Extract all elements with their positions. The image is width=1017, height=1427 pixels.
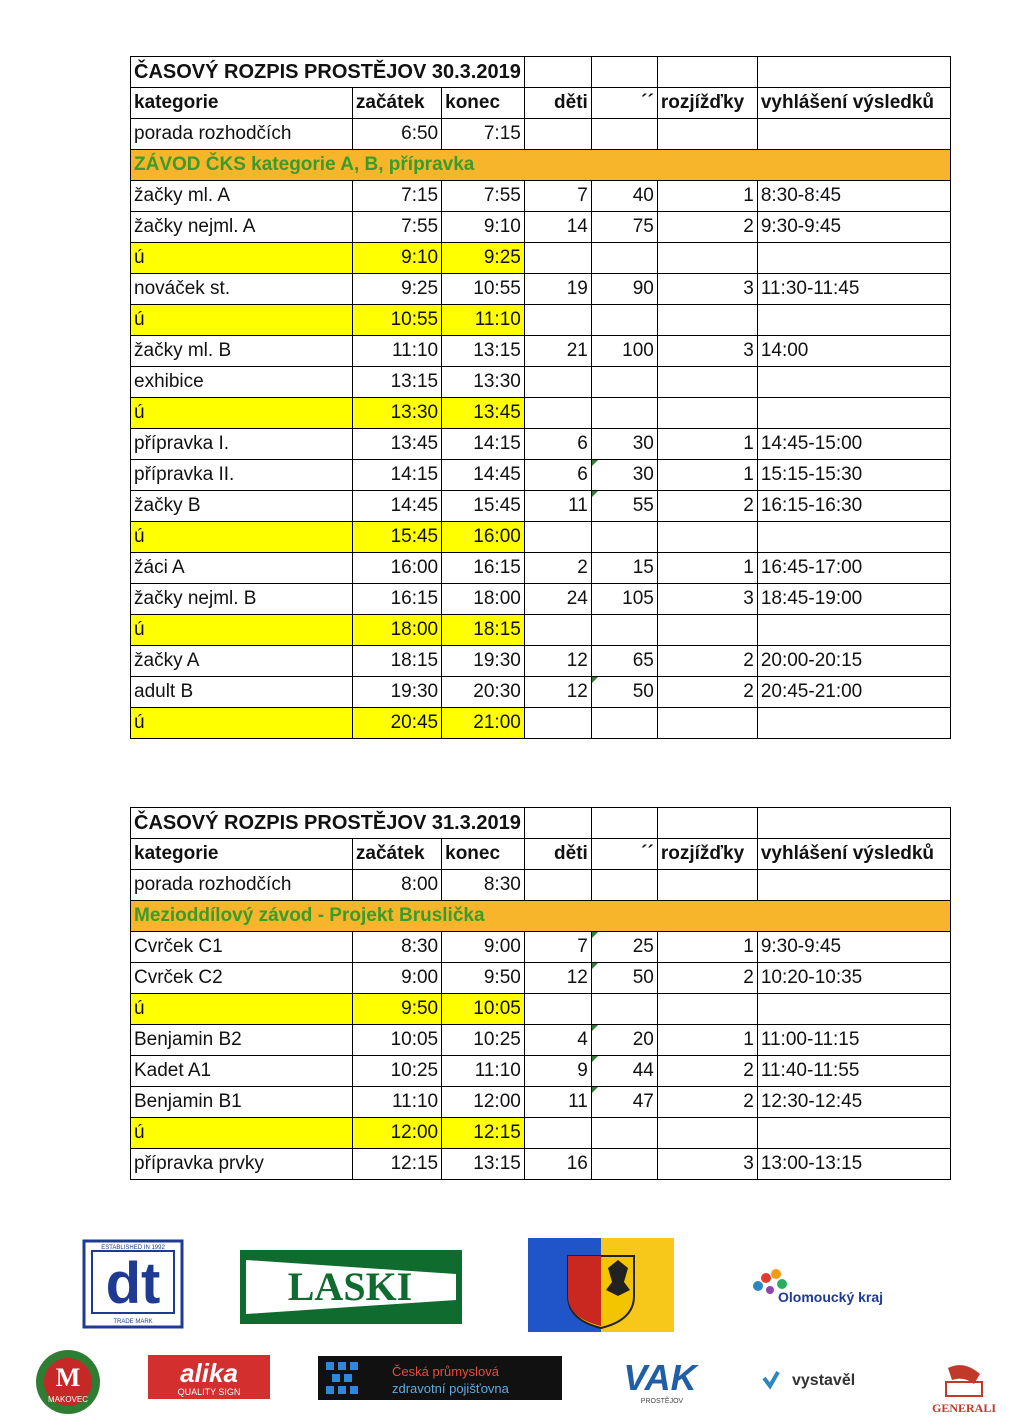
cell-category: porada rozhodčích <box>131 870 353 901</box>
cell-start: 16:00 <box>352 553 441 584</box>
cpzp-line1: Česká průmyslová <box>392 1364 499 1379</box>
break-row <box>131 994 951 1025</box>
table-row <box>131 963 951 994</box>
table-title-row <box>131 57 951 88</box>
cell-marks: 44 <box>591 1056 657 1087</box>
cell-marks: 50 <box>591 963 657 994</box>
cell-results: 18:45-19:00 <box>757 584 950 615</box>
cell-end: 14:45 <box>442 460 525 491</box>
cell-category: Benjamin B2 <box>131 1025 353 1056</box>
olomoucky-kraj-logo <box>738 1264 920 1308</box>
table-row <box>131 932 951 963</box>
cell-end: 16:15 <box>442 553 525 584</box>
cell-category: Kadet A1 <box>131 1056 353 1087</box>
cell-start: 6:50 <box>352 119 441 150</box>
cell-marks: 15 <box>591 553 657 584</box>
makovec-logo <box>22 1346 114 1418</box>
cell-end: 10:05 <box>442 994 525 1025</box>
cell-end: 14:15 <box>442 429 525 460</box>
break-row <box>131 398 951 429</box>
vak-logo-sub: PROSTĚJOV <box>640 1398 684 1405</box>
cell-results: 20:45-21:00 <box>757 677 950 708</box>
cell-marks: 30 <box>591 429 657 460</box>
cell-results: 14:00 <box>757 336 950 367</box>
table-row <box>131 367 951 398</box>
cell-marks: 100 <box>591 336 657 367</box>
cell-category: ú <box>131 708 353 739</box>
cell-start: 9:10 <box>352 243 441 274</box>
cell-start: 10:55 <box>352 305 441 336</box>
table-row <box>131 336 951 367</box>
cell-start: 20:45 <box>352 708 441 739</box>
cell-category: ú <box>131 994 353 1025</box>
cell-marks <box>591 1149 657 1180</box>
cell-children <box>524 367 591 398</box>
title-empty-cell <box>757 57 950 88</box>
cell-results: 14:45-15:00 <box>757 429 950 460</box>
cell-end: 18:15 <box>442 615 525 646</box>
cell-heats <box>657 398 757 429</box>
schedule-title: ČASOVÝ ROZPIS PROSTĚJOV 31.3.2019 <box>131 808 525 839</box>
cell-results: 16:45-17:00 <box>757 553 950 584</box>
alika-logo-sub: QUALITY SIGN <box>177 1387 241 1397</box>
cell-marks: 50 <box>591 677 657 708</box>
cell-children <box>524 522 591 553</box>
cell-results: 12:30-12:45 <box>757 1087 950 1118</box>
header-row <box>131 839 951 870</box>
dt-logo-bottom: TRADE MARK <box>113 1319 153 1325</box>
cell-results: 13:00-13:15 <box>757 1149 950 1180</box>
cell-children: 12 <box>524 646 591 677</box>
cell-end: 13:30 <box>442 367 525 398</box>
cell-marks: 30 <box>591 460 657 491</box>
cell-children <box>524 870 591 901</box>
cell-end: 11:10 <box>442 1056 525 1087</box>
break-row <box>131 243 951 274</box>
cell-marks <box>591 870 657 901</box>
cell-children <box>524 994 591 1025</box>
cell-marks <box>591 708 657 739</box>
table-row <box>131 1149 951 1180</box>
header-end: konec <box>442 839 525 870</box>
break-row <box>131 708 951 739</box>
schedule-table-day2 <box>130 807 951 1180</box>
cell-category: žačky nejml. B <box>131 584 353 615</box>
cell-heats: 2 <box>657 212 757 243</box>
cell-end: 21:00 <box>442 708 525 739</box>
cell-start: 14:45 <box>352 491 441 522</box>
cell-marks <box>591 994 657 1025</box>
makovec-logo-letter: M <box>55 1363 81 1392</box>
table-row <box>131 553 951 584</box>
header-marks: ´´ <box>591 839 657 870</box>
cell-category: ú <box>131 398 353 429</box>
vystavel-logo <box>758 1366 908 1396</box>
cell-category: Cvrček C2 <box>131 963 353 994</box>
vak-logo <box>612 1352 712 1406</box>
title-empty-cell <box>757 808 950 839</box>
cell-end: 9:10 <box>442 212 525 243</box>
cell-category: žáci A <box>131 553 353 584</box>
alika-logo <box>148 1355 270 1399</box>
cell-results: 11:40-11:55 <box>757 1056 950 1087</box>
cell-category: porada rozhodčích <box>131 119 353 150</box>
cell-heats: 3 <box>657 584 757 615</box>
generali-logo-text: GENERALI <box>931 1401 997 1415</box>
cell-end: 20:30 <box>442 677 525 708</box>
header-children: děti <box>524 839 591 870</box>
cell-children: 6 <box>524 429 591 460</box>
cell-heats <box>657 708 757 739</box>
cell-end: 12:00 <box>442 1087 525 1118</box>
cell-start: 11:10 <box>352 1087 441 1118</box>
cell-category: Benjamin B1 <box>131 1087 353 1118</box>
cell-children <box>524 243 591 274</box>
table-row <box>131 460 951 491</box>
cell-heats: 2 <box>657 1056 757 1087</box>
cell-start: 15:45 <box>352 522 441 553</box>
cell-end: 13:15 <box>442 336 525 367</box>
cell-category: žačky ml. A <box>131 181 353 212</box>
cell-children <box>524 119 591 150</box>
header-children: děti <box>524 88 591 119</box>
cell-end: 9:50 <box>442 963 525 994</box>
cell-heats <box>657 994 757 1025</box>
cell-results <box>757 398 950 429</box>
cell-start: 13:45 <box>352 429 441 460</box>
cell-heats: 1 <box>657 1025 757 1056</box>
cell-category: ú <box>131 1118 353 1149</box>
cell-marks: 40 <box>591 181 657 212</box>
cell-marks: 55 <box>591 491 657 522</box>
cell-category: exhibice <box>131 367 353 398</box>
cell-results: 10:20-10:35 <box>757 963 950 994</box>
cell-results <box>757 305 950 336</box>
cell-results <box>757 119 950 150</box>
cell-children: 16 <box>524 1149 591 1180</box>
cell-children: 19 <box>524 274 591 305</box>
cell-heats <box>657 305 757 336</box>
cell-start: 9:25 <box>352 274 441 305</box>
cell-end: 12:15 <box>442 1118 525 1149</box>
table-row <box>131 646 951 677</box>
cell-end: 16:00 <box>442 522 525 553</box>
cell-end: 7:55 <box>442 181 525 212</box>
cell-end: 9:25 <box>442 243 525 274</box>
dt-logo <box>80 1237 186 1331</box>
laski-logo <box>240 1250 462 1324</box>
cell-results <box>757 243 950 274</box>
cell-results <box>757 870 950 901</box>
header-results: vyhlášení výsledků <box>757 88 950 119</box>
cell-start: 10:25 <box>352 1056 441 1087</box>
table-row <box>131 584 951 615</box>
cell-heats: 2 <box>657 646 757 677</box>
title-empty-cell <box>524 57 591 88</box>
cell-children <box>524 305 591 336</box>
cell-children: 9 <box>524 1056 591 1087</box>
cell-heats: 3 <box>657 274 757 305</box>
category-label: ZÁVOD ČKS kategorie A, B, přípravka <box>131 150 951 181</box>
cell-children <box>524 398 591 429</box>
coat-of-arms-logo <box>528 1238 674 1332</box>
vak-logo-text: VAK <box>623 1357 697 1398</box>
cell-children <box>524 708 591 739</box>
cell-heats <box>657 615 757 646</box>
cell-start: 12:15 <box>352 1149 441 1180</box>
cell-marks: 47 <box>591 1087 657 1118</box>
cell-heats <box>657 1118 757 1149</box>
makovec-logo-text: MAKOVEC <box>47 1395 89 1404</box>
olomoucky-kraj-text: Olomoucký kraj <box>778 1289 884 1305</box>
cell-marks: 25 <box>591 932 657 963</box>
header-start: začátek <box>352 88 441 119</box>
cell-category: ú <box>131 615 353 646</box>
header-category: kategorie <box>131 839 353 870</box>
cell-category: žačky A <box>131 646 353 677</box>
cell-category: přípravka prvky <box>131 1149 353 1180</box>
title-empty-cell <box>591 808 657 839</box>
cell-results: 11:00-11:15 <box>757 1025 950 1056</box>
table-row <box>131 677 951 708</box>
cell-marks: 90 <box>591 274 657 305</box>
cell-end: 10:55 <box>442 274 525 305</box>
cell-marks <box>591 305 657 336</box>
header-end: konec <box>442 88 525 119</box>
cell-results <box>757 1118 950 1149</box>
cell-heats: 2 <box>657 677 757 708</box>
cell-results <box>757 708 950 739</box>
category-label: Mezioddílový závod - Projekt Bruslička <box>131 901 951 932</box>
table-row <box>131 181 951 212</box>
cell-category: žačky nejml. A <box>131 212 353 243</box>
title-empty-cell <box>657 57 757 88</box>
cell-category: žačky ml. B <box>131 336 353 367</box>
cell-end: 19:30 <box>442 646 525 677</box>
cell-children: 6 <box>524 460 591 491</box>
generali-logo <box>928 1360 1000 1416</box>
title-empty-cell <box>591 57 657 88</box>
category-row <box>131 150 951 181</box>
cell-children: 11 <box>524 491 591 522</box>
dt-logo-top: ESTABLISHED IN 1992 <box>101 1245 165 1251</box>
break-row <box>131 615 951 646</box>
header-heats: rozjížďky <box>657 839 757 870</box>
title-empty-cell <box>657 808 757 839</box>
cell-category: nováček st. <box>131 274 353 305</box>
table-title-row <box>131 808 951 839</box>
cell-results: 11:30-11:45 <box>757 274 950 305</box>
cell-children: 12 <box>524 677 591 708</box>
cell-children: 7 <box>524 932 591 963</box>
cell-category: přípravka I. <box>131 429 353 460</box>
cell-heats: 1 <box>657 181 757 212</box>
cell-end: 10:25 <box>442 1025 525 1056</box>
cell-marks <box>591 119 657 150</box>
cell-start: 11:10 <box>352 336 441 367</box>
cell-heats: 1 <box>657 429 757 460</box>
table-row <box>131 429 951 460</box>
cell-end: 11:10 <box>442 305 525 336</box>
cell-children: 4 <box>524 1025 591 1056</box>
table-row <box>131 491 951 522</box>
cell-results: 16:15-16:30 <box>757 491 950 522</box>
cell-category: ú <box>131 243 353 274</box>
cell-marks: 20 <box>591 1025 657 1056</box>
break-row <box>131 305 951 336</box>
dt-logo-text: dt <box>105 1251 161 1316</box>
cell-heats: 1 <box>657 460 757 491</box>
cell-start: 18:15 <box>352 646 441 677</box>
cpzp-line2: zdravotní pojišťovna <box>392 1381 509 1396</box>
cell-children: 12 <box>524 963 591 994</box>
cell-end: 18:00 <box>442 584 525 615</box>
table-row <box>131 274 951 305</box>
cell-start: 8:00 <box>352 870 441 901</box>
cell-children: 2 <box>524 553 591 584</box>
cell-end: 15:45 <box>442 491 525 522</box>
cell-start: 18:00 <box>352 615 441 646</box>
cell-results <box>757 615 950 646</box>
table-row <box>131 870 951 901</box>
cell-marks <box>591 243 657 274</box>
cell-heats <box>657 367 757 398</box>
cell-category: žačky B <box>131 491 353 522</box>
cell-results: 9:30-9:45 <box>757 212 950 243</box>
header-marks: ´´ <box>591 88 657 119</box>
category-row <box>131 901 951 932</box>
cell-results <box>757 522 950 553</box>
cell-start: 14:15 <box>352 460 441 491</box>
cell-end: 13:45 <box>442 398 525 429</box>
cell-end: 8:30 <box>442 870 525 901</box>
cell-start: 19:30 <box>352 677 441 708</box>
cell-marks <box>591 367 657 398</box>
table-row <box>131 1025 951 1056</box>
laski-logo-text: LASKI <box>287 1264 413 1309</box>
cell-category: ú <box>131 305 353 336</box>
cell-heats: 1 <box>657 932 757 963</box>
cell-start: 10:05 <box>352 1025 441 1056</box>
cell-start: 7:15 <box>352 181 441 212</box>
cell-heats <box>657 243 757 274</box>
cell-start: 13:30 <box>352 398 441 429</box>
cell-category: přípravka II. <box>131 460 353 491</box>
cell-heats: 3 <box>657 336 757 367</box>
header-heats: rozjížďky <box>657 88 757 119</box>
cell-end: 7:15 <box>442 119 525 150</box>
cell-start: 7:55 <box>352 212 441 243</box>
cell-results: 9:30-9:45 <box>757 932 950 963</box>
cell-children: 11 <box>524 1087 591 1118</box>
cell-end: 9:00 <box>442 932 525 963</box>
cell-marks: 75 <box>591 212 657 243</box>
header-row <box>131 88 951 119</box>
table-row <box>131 212 951 243</box>
schedule-table-day1 <box>130 56 951 739</box>
cell-category: adult B <box>131 677 353 708</box>
break-row <box>131 1118 951 1149</box>
cell-children <box>524 1118 591 1149</box>
cell-heats: 2 <box>657 491 757 522</box>
cell-children: 24 <box>524 584 591 615</box>
title-empty-cell <box>524 808 591 839</box>
header-results: vyhlášení výsledků <box>757 839 950 870</box>
cell-children: 21 <box>524 336 591 367</box>
header-category: kategorie <box>131 88 353 119</box>
cell-start: 13:15 <box>352 367 441 398</box>
cell-results <box>757 994 950 1025</box>
cell-heats <box>657 870 757 901</box>
table-row <box>131 1056 951 1087</box>
cell-results <box>757 367 950 398</box>
table-row <box>131 119 951 150</box>
cell-heats: 3 <box>657 1149 757 1180</box>
cell-start: 12:00 <box>352 1118 441 1149</box>
cell-results: 8:30-8:45 <box>757 181 950 212</box>
cell-category: ú <box>131 522 353 553</box>
cell-marks <box>591 398 657 429</box>
cpzp-logo <box>318 1356 562 1400</box>
cell-marks <box>591 522 657 553</box>
cell-category: Cvrček C1 <box>131 932 353 963</box>
cell-start: 9:00 <box>352 963 441 994</box>
break-row <box>131 522 951 553</box>
cell-end: 13:15 <box>442 1149 525 1180</box>
cell-heats: 2 <box>657 963 757 994</box>
cell-results: 15:15-15:30 <box>757 460 950 491</box>
table-row <box>131 1087 951 1118</box>
cell-start: 8:30 <box>352 932 441 963</box>
cell-heats: 2 <box>657 1087 757 1118</box>
cell-children: 7 <box>524 181 591 212</box>
schedule-title: ČASOVÝ ROZPIS PROSTĚJOV 30.3.2019 <box>131 57 525 88</box>
cell-results: 20:00-20:15 <box>757 646 950 677</box>
cell-marks <box>591 615 657 646</box>
header-start: začátek <box>352 839 441 870</box>
cell-marks: 65 <box>591 646 657 677</box>
cell-start: 9:50 <box>352 994 441 1025</box>
cell-marks: 105 <box>591 584 657 615</box>
vystavel-logo-text: vystavěl <box>792 1372 856 1389</box>
alika-logo-text: alika <box>180 1358 238 1388</box>
cell-heats <box>657 119 757 150</box>
cell-heats <box>657 522 757 553</box>
cell-heats: 1 <box>657 553 757 584</box>
cell-start: 16:15 <box>352 584 441 615</box>
cell-marks <box>591 1118 657 1149</box>
cell-children <box>524 615 591 646</box>
cell-children: 14 <box>524 212 591 243</box>
